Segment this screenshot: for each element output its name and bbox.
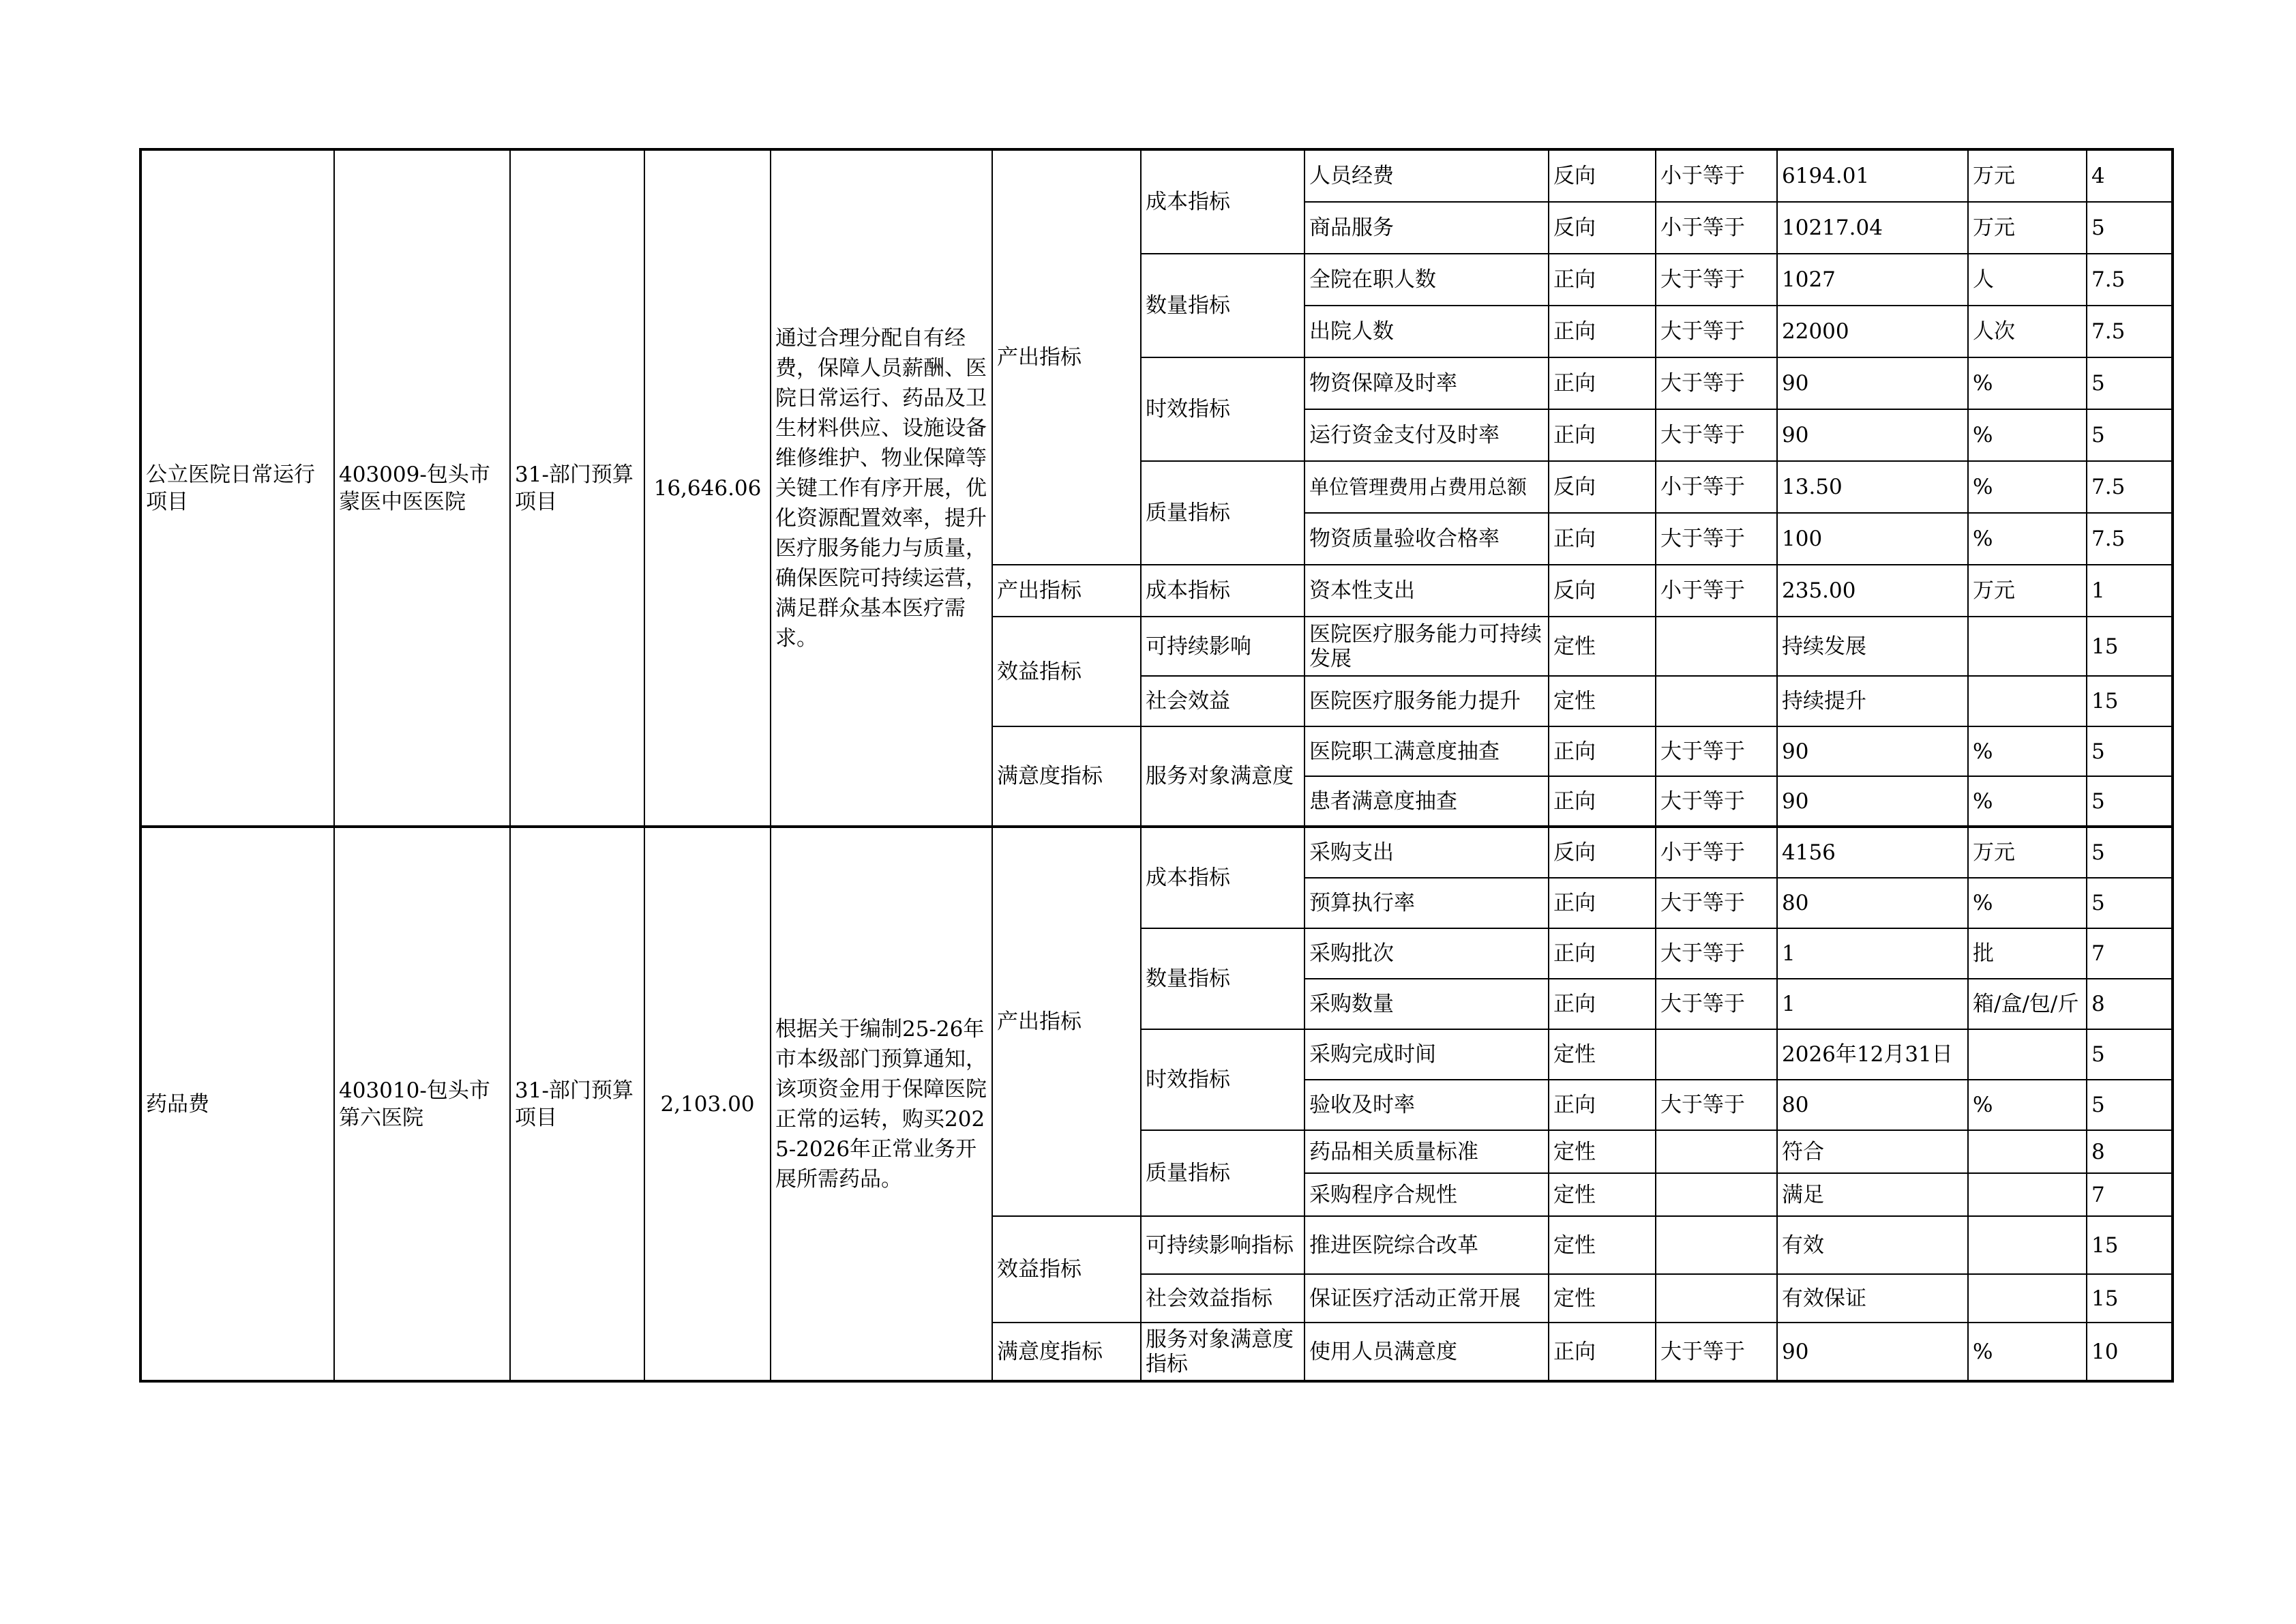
weight-cell: 7: [2087, 1173, 2173, 1216]
operator-cell: 小于等于: [1656, 202, 1777, 254]
weight-cell: 5: [2087, 202, 2173, 254]
target-value-cell: 235.00: [1777, 565, 1968, 617]
direction-cell: 正向: [1549, 357, 1656, 409]
target-value-cell: 4156: [1777, 827, 1968, 878]
amount-cell: 2,103.00: [644, 827, 771, 1381]
level1-indicator-cell: 产出指标: [992, 149, 1141, 565]
direction-cell: 正向: [1549, 726, 1656, 776]
target-value-cell: 有效保证: [1777, 1274, 1968, 1323]
target-value-cell: 80: [1777, 1080, 1968, 1130]
operator-cell: 小于等于: [1656, 461, 1777, 513]
direction-cell: 反向: [1549, 149, 1656, 202]
weight-cell: 7: [2087, 928, 2173, 979]
indicator-name-cell: 商品服务: [1304, 202, 1549, 254]
performance-goal-cell: 通过合理分配自有经费，保障人员薪酬、医院日常运行、药品及卫生材料供应、设施设备维修维护、物业保障等关键工作有序开展，优化资源配置效率，提升医疗服务能力与质量，确保医院可持续运营，满足群众基本医疗需求。: [771, 149, 992, 827]
weight-cell: 8: [2087, 979, 2173, 1029]
unit-cell: %: [1968, 461, 2087, 513]
direction-cell: 正向: [1549, 776, 1656, 827]
operator-cell: [1656, 1274, 1777, 1323]
direction-cell: 反向: [1549, 461, 1656, 513]
unit-cell: [1968, 1029, 2087, 1080]
level1-indicator-cell: 效益指标: [992, 617, 1141, 726]
direction-cell: 定性: [1549, 1173, 1656, 1216]
unit-cell: [1968, 676, 2087, 726]
unit-cell: [1968, 1130, 2087, 1173]
operator-cell: [1656, 1173, 1777, 1216]
operator-cell: 大于等于: [1656, 726, 1777, 776]
direction-cell: 反向: [1549, 202, 1656, 254]
target-value-cell: 100: [1777, 513, 1968, 565]
direction-cell: 正向: [1549, 254, 1656, 306]
operator-cell: [1656, 1130, 1777, 1173]
direction-cell: 正向: [1549, 513, 1656, 565]
unit-cell: %: [1968, 1080, 2087, 1130]
project-type-cell: 31-部门预算项目: [510, 149, 644, 827]
level2-indicator-cell: 服务对象满意度: [1141, 726, 1304, 827]
level2-indicator-cell: 时效指标: [1141, 1029, 1304, 1130]
indicator-name-cell: 医院医疗服务能力可持续发展: [1304, 617, 1549, 676]
direction-cell: 定性: [1549, 676, 1656, 726]
target-value-cell: 持续提升: [1777, 676, 1968, 726]
weight-cell: 5: [2087, 726, 2173, 776]
target-value-cell: 90: [1777, 409, 1968, 461]
direction-cell: 正向: [1549, 979, 1656, 1029]
operator-cell: 大于等于: [1656, 979, 1777, 1029]
indicator-name-cell: 采购完成时间: [1304, 1029, 1549, 1080]
operator-cell: 大于等于: [1656, 928, 1777, 979]
target-value-cell: 22000: [1777, 306, 1968, 357]
indicator-name-cell: 预算执行率: [1304, 878, 1549, 928]
target-value-cell: 10217.04: [1777, 202, 1968, 254]
table-row: [140, 827, 2173, 878]
amount-cell: 16,646.06: [644, 149, 771, 827]
operator-cell: 大于等于: [1656, 1080, 1777, 1130]
target-value-cell: 符合: [1777, 1130, 1968, 1173]
target-value-cell: 90: [1777, 357, 1968, 409]
indicator-name-cell: 医院职工满意度抽查: [1304, 726, 1549, 776]
weight-cell: 5: [2087, 409, 2173, 461]
unit-cell: %: [1968, 776, 2087, 827]
level2-indicator-cell: 成本指标: [1141, 827, 1304, 928]
indicator-name-cell: 全院在职人数: [1304, 254, 1549, 306]
operator-cell: 大于等于: [1656, 409, 1777, 461]
indicator-name-cell: 物资保障及时率: [1304, 357, 1549, 409]
direction-cell: 正向: [1549, 306, 1656, 357]
level2-indicator-cell: 服务对象满意度指标: [1141, 1323, 1304, 1381]
weight-cell: 7.5: [2087, 461, 2173, 513]
level2-indicator-cell: 数量指标: [1141, 928, 1304, 1029]
level2-indicator-cell: 可持续影响指标: [1141, 1216, 1304, 1274]
unit-cell: 万元: [1968, 149, 2087, 202]
weight-cell: 15: [2087, 1274, 2173, 1323]
direction-cell: 正向: [1549, 1080, 1656, 1130]
project-name-cell: 药品费: [140, 827, 334, 1381]
weight-cell: 5: [2087, 878, 2173, 928]
target-value-cell: 6194.01: [1777, 149, 1968, 202]
unit-cell: 万元: [1968, 827, 2087, 878]
indicator-name-cell: 人员经费: [1304, 149, 1549, 202]
indicator-name-cell: 医院医疗服务能力提升: [1304, 676, 1549, 726]
level1-indicator-cell: 效益指标: [992, 1216, 1141, 1323]
table-row: [140, 149, 2173, 202]
unit-cell: %: [1968, 513, 2087, 565]
level2-indicator-cell: 社会效益指标: [1141, 1274, 1304, 1323]
target-value-cell: 13.50: [1777, 461, 1968, 513]
operator-cell: 小于等于: [1656, 149, 1777, 202]
direction-cell: 正向: [1549, 1323, 1656, 1381]
target-value-cell: 满足: [1777, 1173, 1968, 1216]
weight-cell: 15: [2087, 676, 2173, 726]
operator-cell: [1656, 617, 1777, 676]
direction-cell: 定性: [1549, 1216, 1656, 1274]
operator-cell: 大于等于: [1656, 776, 1777, 827]
unit-cell: 箱/盒/包/斤: [1968, 979, 2087, 1029]
direction-cell: 定性: [1549, 1130, 1656, 1173]
level2-indicator-cell: 质量指标: [1141, 461, 1304, 565]
operator-cell: 大于等于: [1656, 1323, 1777, 1381]
indicator-name-cell: 资本性支出: [1304, 565, 1549, 617]
level1-indicator-cell: 满意度指标: [992, 726, 1141, 827]
weight-cell: 1: [2087, 565, 2173, 617]
operator-cell: 大于等于: [1656, 357, 1777, 409]
unit-cell: 人: [1968, 254, 2087, 306]
level1-indicator-cell: 满意度指标: [992, 1323, 1141, 1381]
unit-cell: [1968, 1173, 2087, 1216]
indicator-name-cell: 保证医疗活动正常开展: [1304, 1274, 1549, 1323]
weight-cell: 5: [2087, 1029, 2173, 1080]
unit-cell: 人次: [1968, 306, 2087, 357]
weight-cell: 5: [2087, 827, 2173, 878]
weight-cell: 7.5: [2087, 513, 2173, 565]
operator-cell: 大于等于: [1656, 306, 1777, 357]
weight-cell: 5: [2087, 776, 2173, 827]
unit-cell: [1968, 1274, 2087, 1323]
indicator-name-cell: 采购批次: [1304, 928, 1549, 979]
indicator-name-cell: 采购数量: [1304, 979, 1549, 1029]
target-value-cell: 1: [1777, 928, 1968, 979]
performance-target-table: [139, 148, 2174, 1383]
indicator-name-cell: 采购程序合规性: [1304, 1173, 1549, 1216]
indicator-name-cell: 物资质量验收合格率: [1304, 513, 1549, 565]
weight-cell: 7.5: [2087, 254, 2173, 306]
indicator-name-cell: 使用人员满意度: [1304, 1323, 1549, 1381]
target-value-cell: 90: [1777, 726, 1968, 776]
level2-indicator-cell: 时效指标: [1141, 357, 1304, 461]
weight-cell: 5: [2087, 1080, 2173, 1130]
indicator-name-cell: 出院人数: [1304, 306, 1549, 357]
unit-cell: %: [1968, 1323, 2087, 1381]
operator-cell: [1656, 676, 1777, 726]
target-value-cell: 有效: [1777, 1216, 1968, 1274]
operator-cell: [1656, 1216, 1777, 1274]
direction-cell: 定性: [1549, 1274, 1656, 1323]
indicator-name-cell: 药品相关质量标准: [1304, 1130, 1549, 1173]
unit-cell: %: [1968, 357, 2087, 409]
weight-cell: 4: [2087, 149, 2173, 202]
level2-indicator-cell: 成本指标: [1141, 149, 1304, 254]
operator-cell: 大于等于: [1656, 878, 1777, 928]
unit-cell: %: [1968, 878, 2087, 928]
unit-cell: [1968, 617, 2087, 676]
target-value-cell: 90: [1777, 1323, 1968, 1381]
project-name-cell: 公立医院日常运行项目: [140, 149, 334, 827]
unit-cell: 万元: [1968, 202, 2087, 254]
operator-cell: 大于等于: [1656, 513, 1777, 565]
indicator-name-cell: 患者满意度抽查: [1304, 776, 1549, 827]
indicator-name-cell: 运行资金支付及时率: [1304, 409, 1549, 461]
direction-cell: 定性: [1549, 1029, 1656, 1080]
direction-cell: 正向: [1549, 878, 1656, 928]
unit-cell: 批: [1968, 928, 2087, 979]
operator-cell: [1656, 1029, 1777, 1080]
level2-indicator-cell: 质量指标: [1141, 1130, 1304, 1216]
weight-cell: 8: [2087, 1130, 2173, 1173]
weight-cell: 10: [2087, 1323, 2173, 1381]
budget-unit-cell: 403010-包头市第六医院: [334, 827, 510, 1381]
unit-cell: %: [1968, 409, 2087, 461]
direction-cell: 定性: [1549, 617, 1656, 676]
direction-cell: 正向: [1549, 928, 1656, 979]
operator-cell: 大于等于: [1656, 254, 1777, 306]
level2-indicator-cell: 数量指标: [1141, 254, 1304, 357]
level1-indicator-cell: 产出指标: [992, 827, 1141, 1216]
direction-cell: 反向: [1549, 827, 1656, 878]
direction-cell: 正向: [1549, 409, 1656, 461]
target-value-cell: 2026年12月31日: [1777, 1029, 1968, 1080]
budget-unit-cell: 403009-包头市蒙医中医医院: [334, 149, 510, 827]
direction-cell: 反向: [1549, 565, 1656, 617]
level2-indicator-cell: 可持续影响: [1141, 617, 1304, 676]
operator-cell: 小于等于: [1656, 827, 1777, 878]
target-value-cell: 90: [1777, 776, 1968, 827]
indicator-name-cell: 单位管理费用占费用总额: [1304, 461, 1549, 513]
level1-indicator-cell: 产出指标: [992, 565, 1141, 617]
target-value-cell: 1: [1777, 979, 1968, 1029]
level2-indicator-cell: 成本指标: [1141, 565, 1304, 617]
level2-indicator-cell: 社会效益: [1141, 676, 1304, 726]
performance-goal-cell: 根据关于编制25-26年市本级部门预算通知，该项资金用于保障医院正常的运转，购买2025-2026年正常业务开展所需药品。: [771, 827, 992, 1381]
target-value-cell: 持续发展: [1777, 617, 1968, 676]
indicator-name-cell: 采购支出: [1304, 827, 1549, 878]
indicator-name-cell: 推进医院综合改革: [1304, 1216, 1549, 1274]
project-type-cell: 31-部门预算项目: [510, 827, 644, 1381]
weight-cell: 15: [2087, 617, 2173, 676]
unit-cell: 万元: [1968, 565, 2087, 617]
weight-cell: 15: [2087, 1216, 2173, 1274]
unit-cell: [1968, 1216, 2087, 1274]
target-value-cell: 1027: [1777, 254, 1968, 306]
weight-cell: 5: [2087, 357, 2173, 409]
weight-cell: 7.5: [2087, 306, 2173, 357]
indicator-name-cell: 验收及时率: [1304, 1080, 1549, 1130]
operator-cell: 小于等于: [1656, 565, 1777, 617]
target-value-cell: 80: [1777, 878, 1968, 928]
unit-cell: %: [1968, 726, 2087, 776]
